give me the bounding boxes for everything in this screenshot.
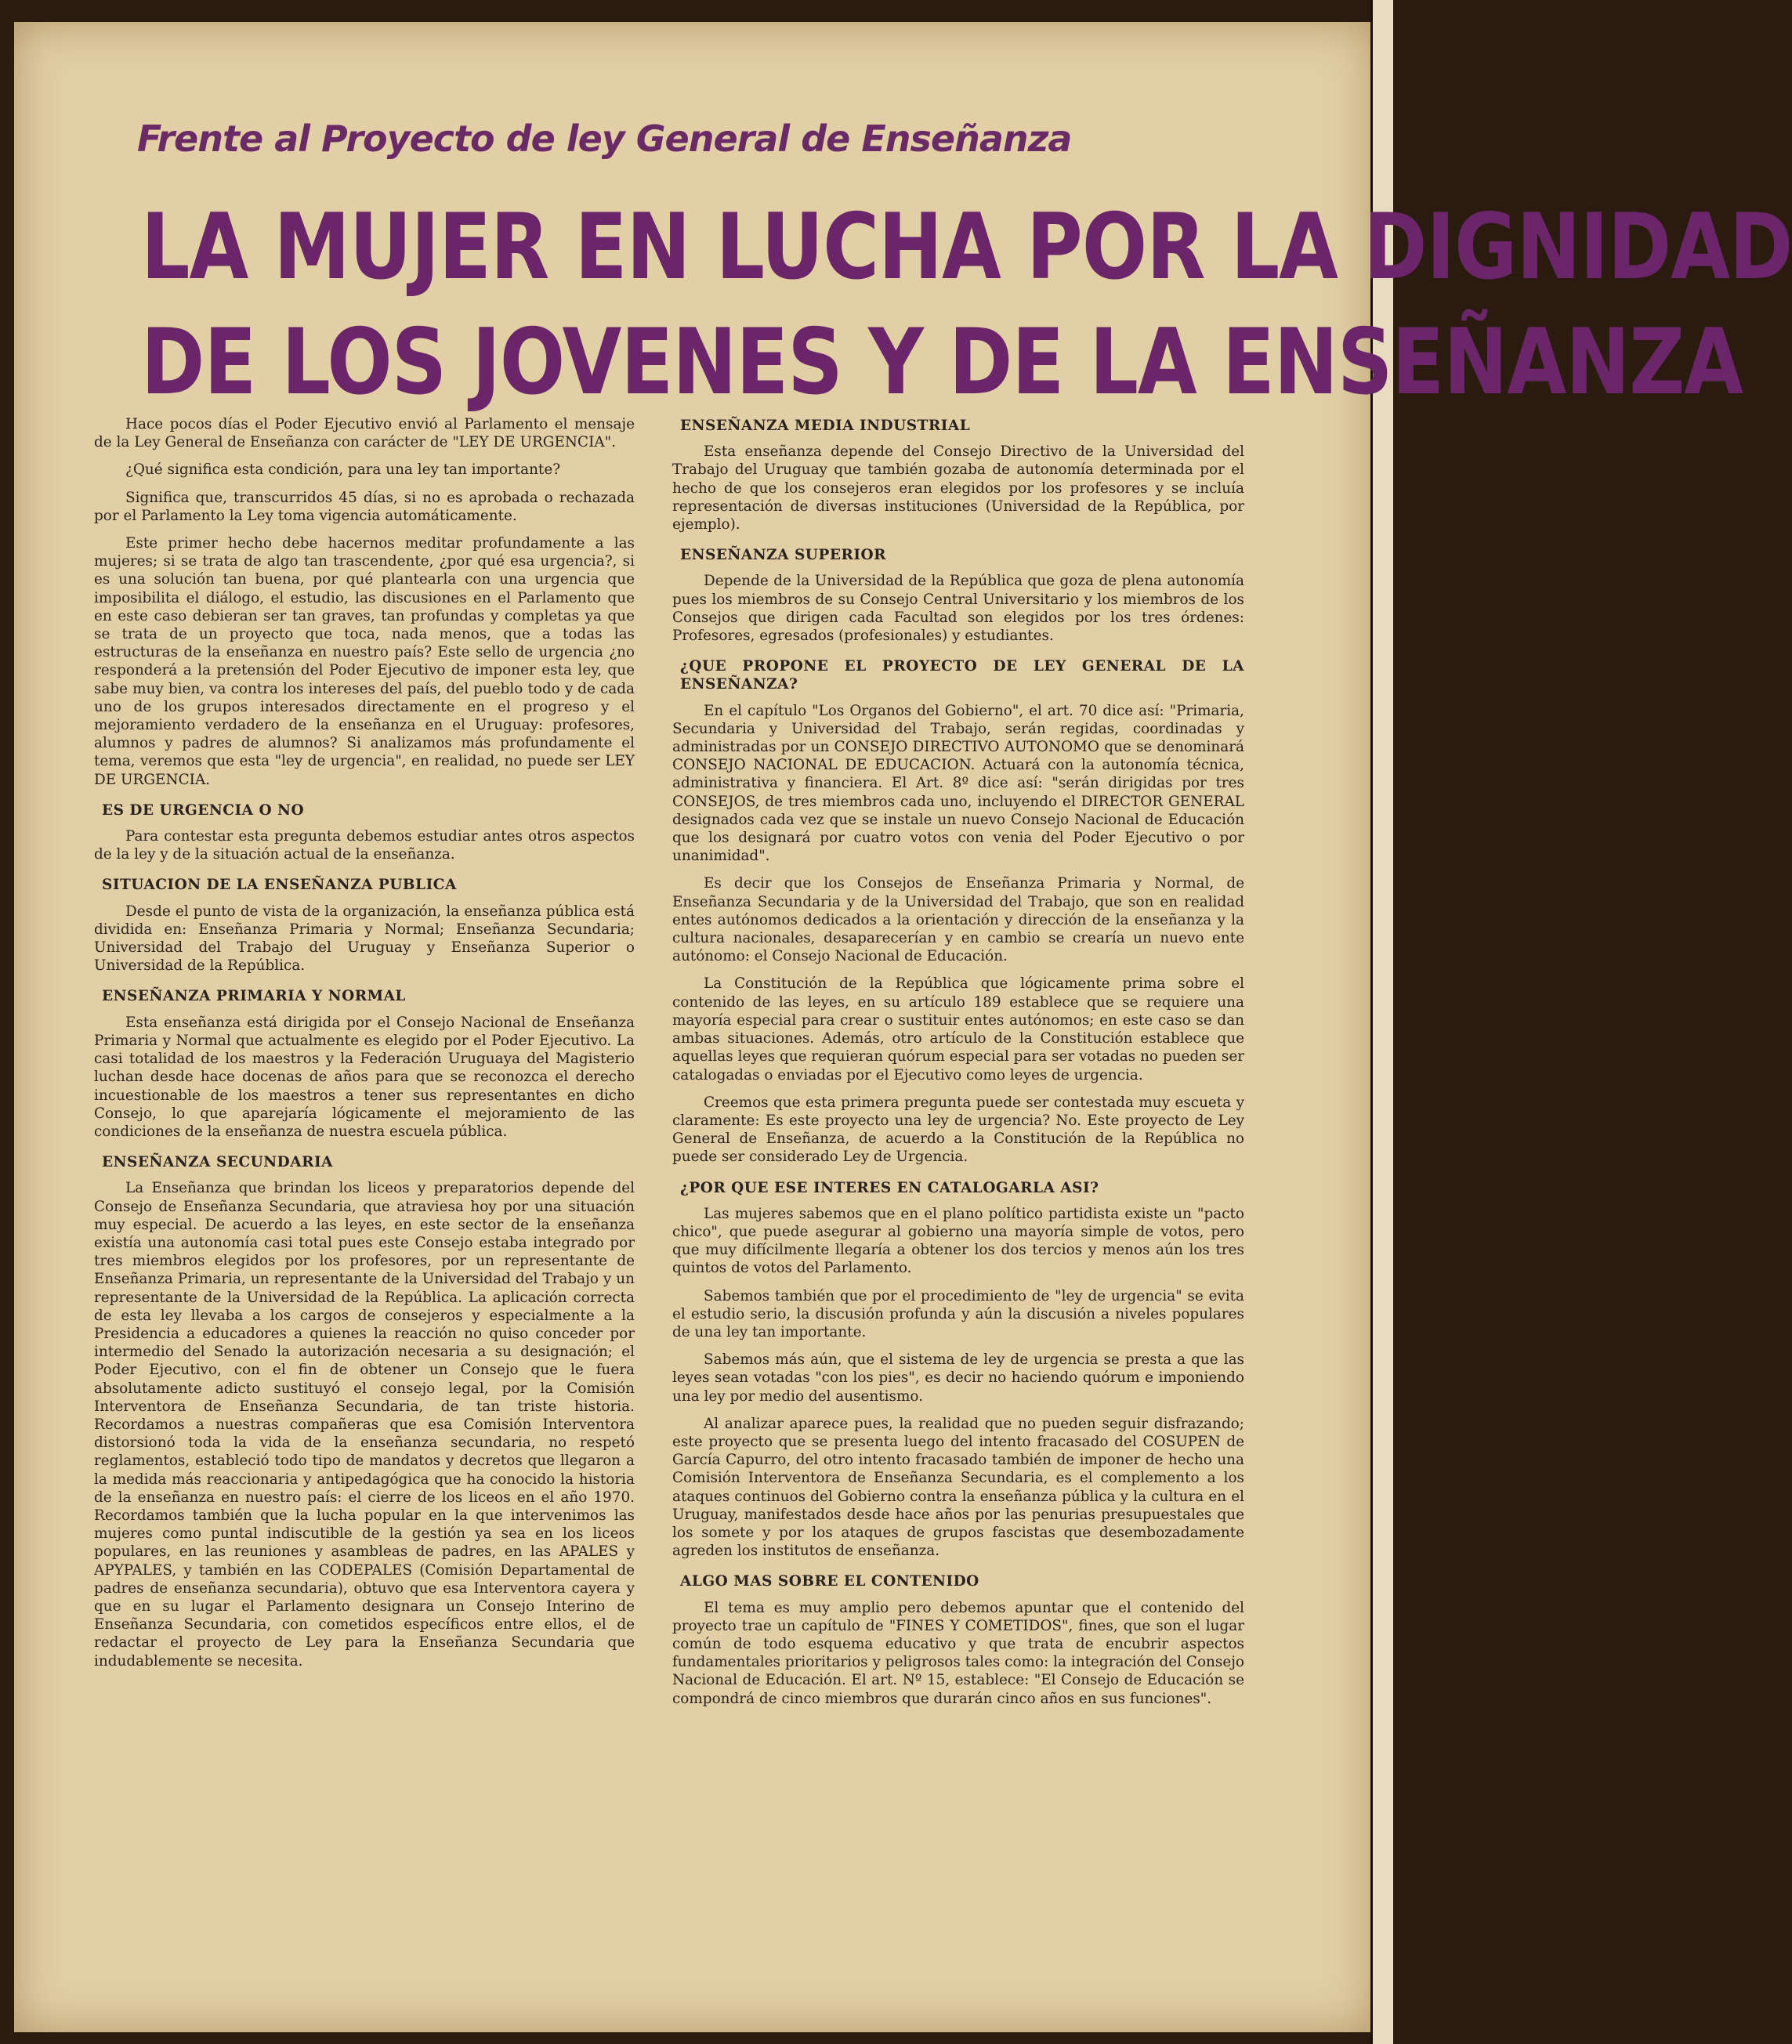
paragraph: La Constitución de la República que lógicamente prima sobre el contenido de las leyes, en su artículo 189 establece que se requiere una mayoría especial para crear o sustituir entes autónomos; en este caso se dan ambas situaciones. Además, otro artículo de la Constitución establece que aquellas leyes que requieran quórum especial para ser votadas no pueden ser catalogadas o enviadas por el Ejecutivo como leyes de urgencia. [672,975,1244,1084]
paragraph: El tema es muy amplio pero debemos apuntar que el contenido del proyecto trae un capítulo de "FINES Y COMETIDOS", fines, que son el lugar común de todo esquema educativo y que trata de encubrir aspectos fundamentales prioritarios y peligrosos tales como: la integración del Consejo Nacional de Educación. El art. Nº 15, establece: "El Consejo de Educación se compondrá de cinco miembros que durarán cinco años en sus funciones". [672,1599,1244,1707]
paragraph: Esta enseñanza está dirigida por el Consejo Nacional de Enseñanza Primaria y Normal que actualmente es elegido por el Poder Ejecutivo. La casi totalidad de los maestros y la Federación Uruguaya del Magisterio luchan desde hace docenas de años para que se reconozca el derecho incuestionable de los maestros a tener sus representantes en dicho Consejo, lo que aparejaría lógicamente el mejoramiento de las condiciones de la enseñanza de nuestra escuela pública. [94,1014,635,1140]
headline-line-2: DE LOS JOVENES Y DE LA ENSEÑANZA [141,309,1743,416]
section-heading: ENSEÑANZA PRIMARIA Y NORMAL [102,988,406,1005]
paragraph: Al analizar aparece pues, la realidad que no pueden seguir disfrazando; este proyecto que se presenta luego del intento fracasado del COSUPEN de García Capurro, del otro intento fracasado también de imponer de hecho una Comisión Interventora de Enseñanza Secundaria, es el complemento a los ataques continuos del Gobierno contra la enseñanza pública y la cultura en el Uruguay, manifestados desde hace años por las penurias presupuestales que los somete y por los ataques de grupos fascistas que desembozadamente agreden los institutos de enseñanza. [672,1415,1244,1560]
paragraph: Hace pocos días el Poder Ejecutivo envió al Parlamento el mensaje de la Ley General de Enseñanza con carácter de "LEY DE URGENCIA". [94,416,635,451]
paragraph: Esta enseñanza depende del Consejo Directivo de la Universidad del Trabajo del Uruguay que también gozaba de autonomía determinada por el hecho de que los consejeros eran elegidos por los profesores y se incluía representación de diversas instituciones (Universidad de la República, por ejemplo). [672,443,1244,534]
section-heading: ALGO MAS SOBRE EL CONTENIDO [680,1573,979,1590]
section-heading: ENSEÑANZA SECUNDARIA [102,1154,333,1171]
paragraph: Depende de la Universidad de la República que goza de plena autonomía pues los miembros de su Consejo Central Universitario y los miembros de los Consejos que dirigen cada Facultad son elegidos por los tres órdenes: Profesores, egresados (profesionales) y estudiantes. [672,573,1244,645]
section-heading: SITUACION DE LA ENSEÑANZA PUBLICA [102,877,457,894]
adjacent-page-edge [1370,0,1393,2044]
headline-line-1: LA MUJER EN LUCHA POR LA DIGNIDAD [141,194,1792,301]
paragraph: Es decir que los Consejos de Enseñanza Primaria y Normal, de Enseñanza Secundaria y de la Universidad del Trabajo, que son en realidad entes autónomos dedicados a la orientación y dirección de la enseñanza y la cultura nacionales, desaparecerían y en cambio se crearía un nuevo ente autónomo: el Consejo Nacional de Educación. [672,875,1244,965]
article-column-left [94,415,635,1680]
section-heading: ENSEÑANZA MEDIA INDUSTRIAL [680,418,971,434]
section-heading: ¿QUE PROPONE EL PROYECTO DE LEY GENERAL DE LA ENSEÑANZA? [680,658,1244,693]
article-column-right [672,417,1244,1717]
paragraph: Desde el punto de vista de la organización, la enseñanza pública está dividida en: Enseñanza Primaria y Normal; Enseñanza Secundaria; Universidad del Trabajo del Uruguay y Enseñanza Superior o Universidad de la República. [94,903,635,975]
section-heading: ES DE URGENCIA O NO [102,801,305,819]
paragraph: Creemos que esta primera pregunta puede ser contestada muy escueta y claramente: Es este proyecto una ley de urgencia? No. Este proyecto de Ley General de Enseñanza, de acuerdo a la Constitución de la República no puede ser considerado Ley de Urgencia. [672,1094,1244,1166]
kicker: Frente al Proyecto de ley General de Enseñanza [137,118,1072,160]
paragraph: Este primer hecho debe hacernos meditar profundamente a las mujeres; si se trata de algo tan trascendente, ¿por qué esa urgencia?, si es una solución tan buena, por qué plantearla con una urgencia que imposibilita el diálogo, el estudio, las discusiones en el Parlamento que en este caso debieran ser tan graves, tan profundas y completas ya que se trata de un proyecto que toca, nada menos, que a todas las estructuras de la enseñanza en nuestro país? Este sello de urgencia ¿no responderá a la pretensión del Poder Ejecutivo de imponer esta ley, que sabe muy bien, va contra los intereses del país, del pueblo todo y de cada uno de los grupos interesados directamente en el progreso y el mejoramiento verdadero de la enseñanza en el Uruguay: profesores, alumnos y padres de alumnos? Si analizamos más profundamente el tema, veremos que esta "ley de urgencia", en realidad, no puede ser LEY DE URGENCIA. [94,535,635,788]
section-heading: ENSEÑANZA SUPERIOR [680,547,886,564]
paragraph: Para contestar esta pregunta debemos estudiar antes otros aspectos de la ley y de la situación actual de la enseñanza. [94,828,635,863]
section-heading: ¿POR QUE ESE INTERES EN CATALOGARLA ASI? [680,1179,1099,1196]
paragraph: Significa que, transcurridos 45 días, si no es aprobada o rechazada por el Parlamento la Ley toma vigencia automáticamente. [94,489,635,524]
paragraph: ¿Qué significa esta condición, para una ley tan importante? [125,461,561,479]
paragraph: Sabemos más aún, que el sistema de ley de urgencia se presta a que las leyes sean votadas "con los pies", es decir no haciendo quórum e imponiendo una ley por medio del ausentismo. [672,1351,1244,1405]
paragraph: Sabemos también que por el procedimiento de "ley de urgencia" se evita el estudio serio, la discusión profunda y aún la discusión a niveles populares de una ley tan importante. [672,1287,1244,1340]
paragraph: Las mujeres sabemos que en el plano político partidista existe un "pacto chico", que puede asegurar al gobierno una mayoría simple de votos, pero que muy difícilmente llegaría a obtener los dos tercios y menos aún los tres quintos de votos del Parlamento. [672,1205,1244,1277]
paragraph: En el capítulo "Los Organos del Gobierno", el art. 70 dice así: "Primaria, Secundaria y Universidad del Trabajo, serán regidas, coordinadas y administradas por un CONSEJO DIRECTIVO AUTONOMO que se denominará CONSEJO NACIONAL DE EDUCACION. Actuará con la autonomía técnica, administrativa y financiera. El Art. 8º dice así: "serán dirigidas por tres CONSEJOS, de tres miembros cada uno, incluyendo el DIRECTOR GENERAL designados cada vez que se instale un nuevo Consejo Nacional de Educación que los designará por cuatro votos con venia del Poder Ejecutivo o por unanimidad". [672,702,1244,865]
paragraph: La Enseñanza que brindan los liceos y preparatorios depende del Consejo de Enseñanza Secundaria, que atraviesa hoy por una situación muy especial. De acuerdo a las leyes, en este sector de la enseñanza existía una autonomía casi total pues este Consejo estaba integrado por tres miembros elegidos por los profesores, por un representante de Enseñanza Primaria, un representante de la Universidad del Trabajo y un representante de la Universidad de la República. La aplicación correcta de esta ley llevaba a los cargos de consejeros y especialmente a la Presidencia a educadores a quienes la reacción no quiso conceder por intermedio del Senado la autorización necesaria a su designación; el Poder Ejecutivo, con el fin de obtener un Consejo que le fuera absolutamente adicto sustituyó el consejo legal, por la Comisión Interventora de Enseñanza Secundaria, de tan triste historia. Recordamos a nuestras compañeras que esa Comisión Interventora distorsionó toda la vida de la enseñanza secundaria, no respetó reglamentos, estableció todo tipo de mandatos y decretos que llegaron a la medida más reaccionaria y antipedagógica que ha conocido la historia de la enseñanza en nuestro país: el cierre de los liceos en el año 1970. Recordamos también que la lucha popular en la que intervenimos las mujeres como puntal indiscutible de la gestión ya sea en los liceos populares, en las reuniones y asambleas de padres, en las APALES y APYPALES, y también en las CODEPALES (Comisión Departamental de padres de enseñanza secundaria), obtuvo que esa Interventora cayera y que en su lugar el Parlamento designara un Consejo Interino de Enseñanza Secundaria, con cometidos específicos entre ellos, el de redactar el proyecto de Ley para la Enseñanza Secundaria que indudablemente se necesita. [94,1180,635,1670]
